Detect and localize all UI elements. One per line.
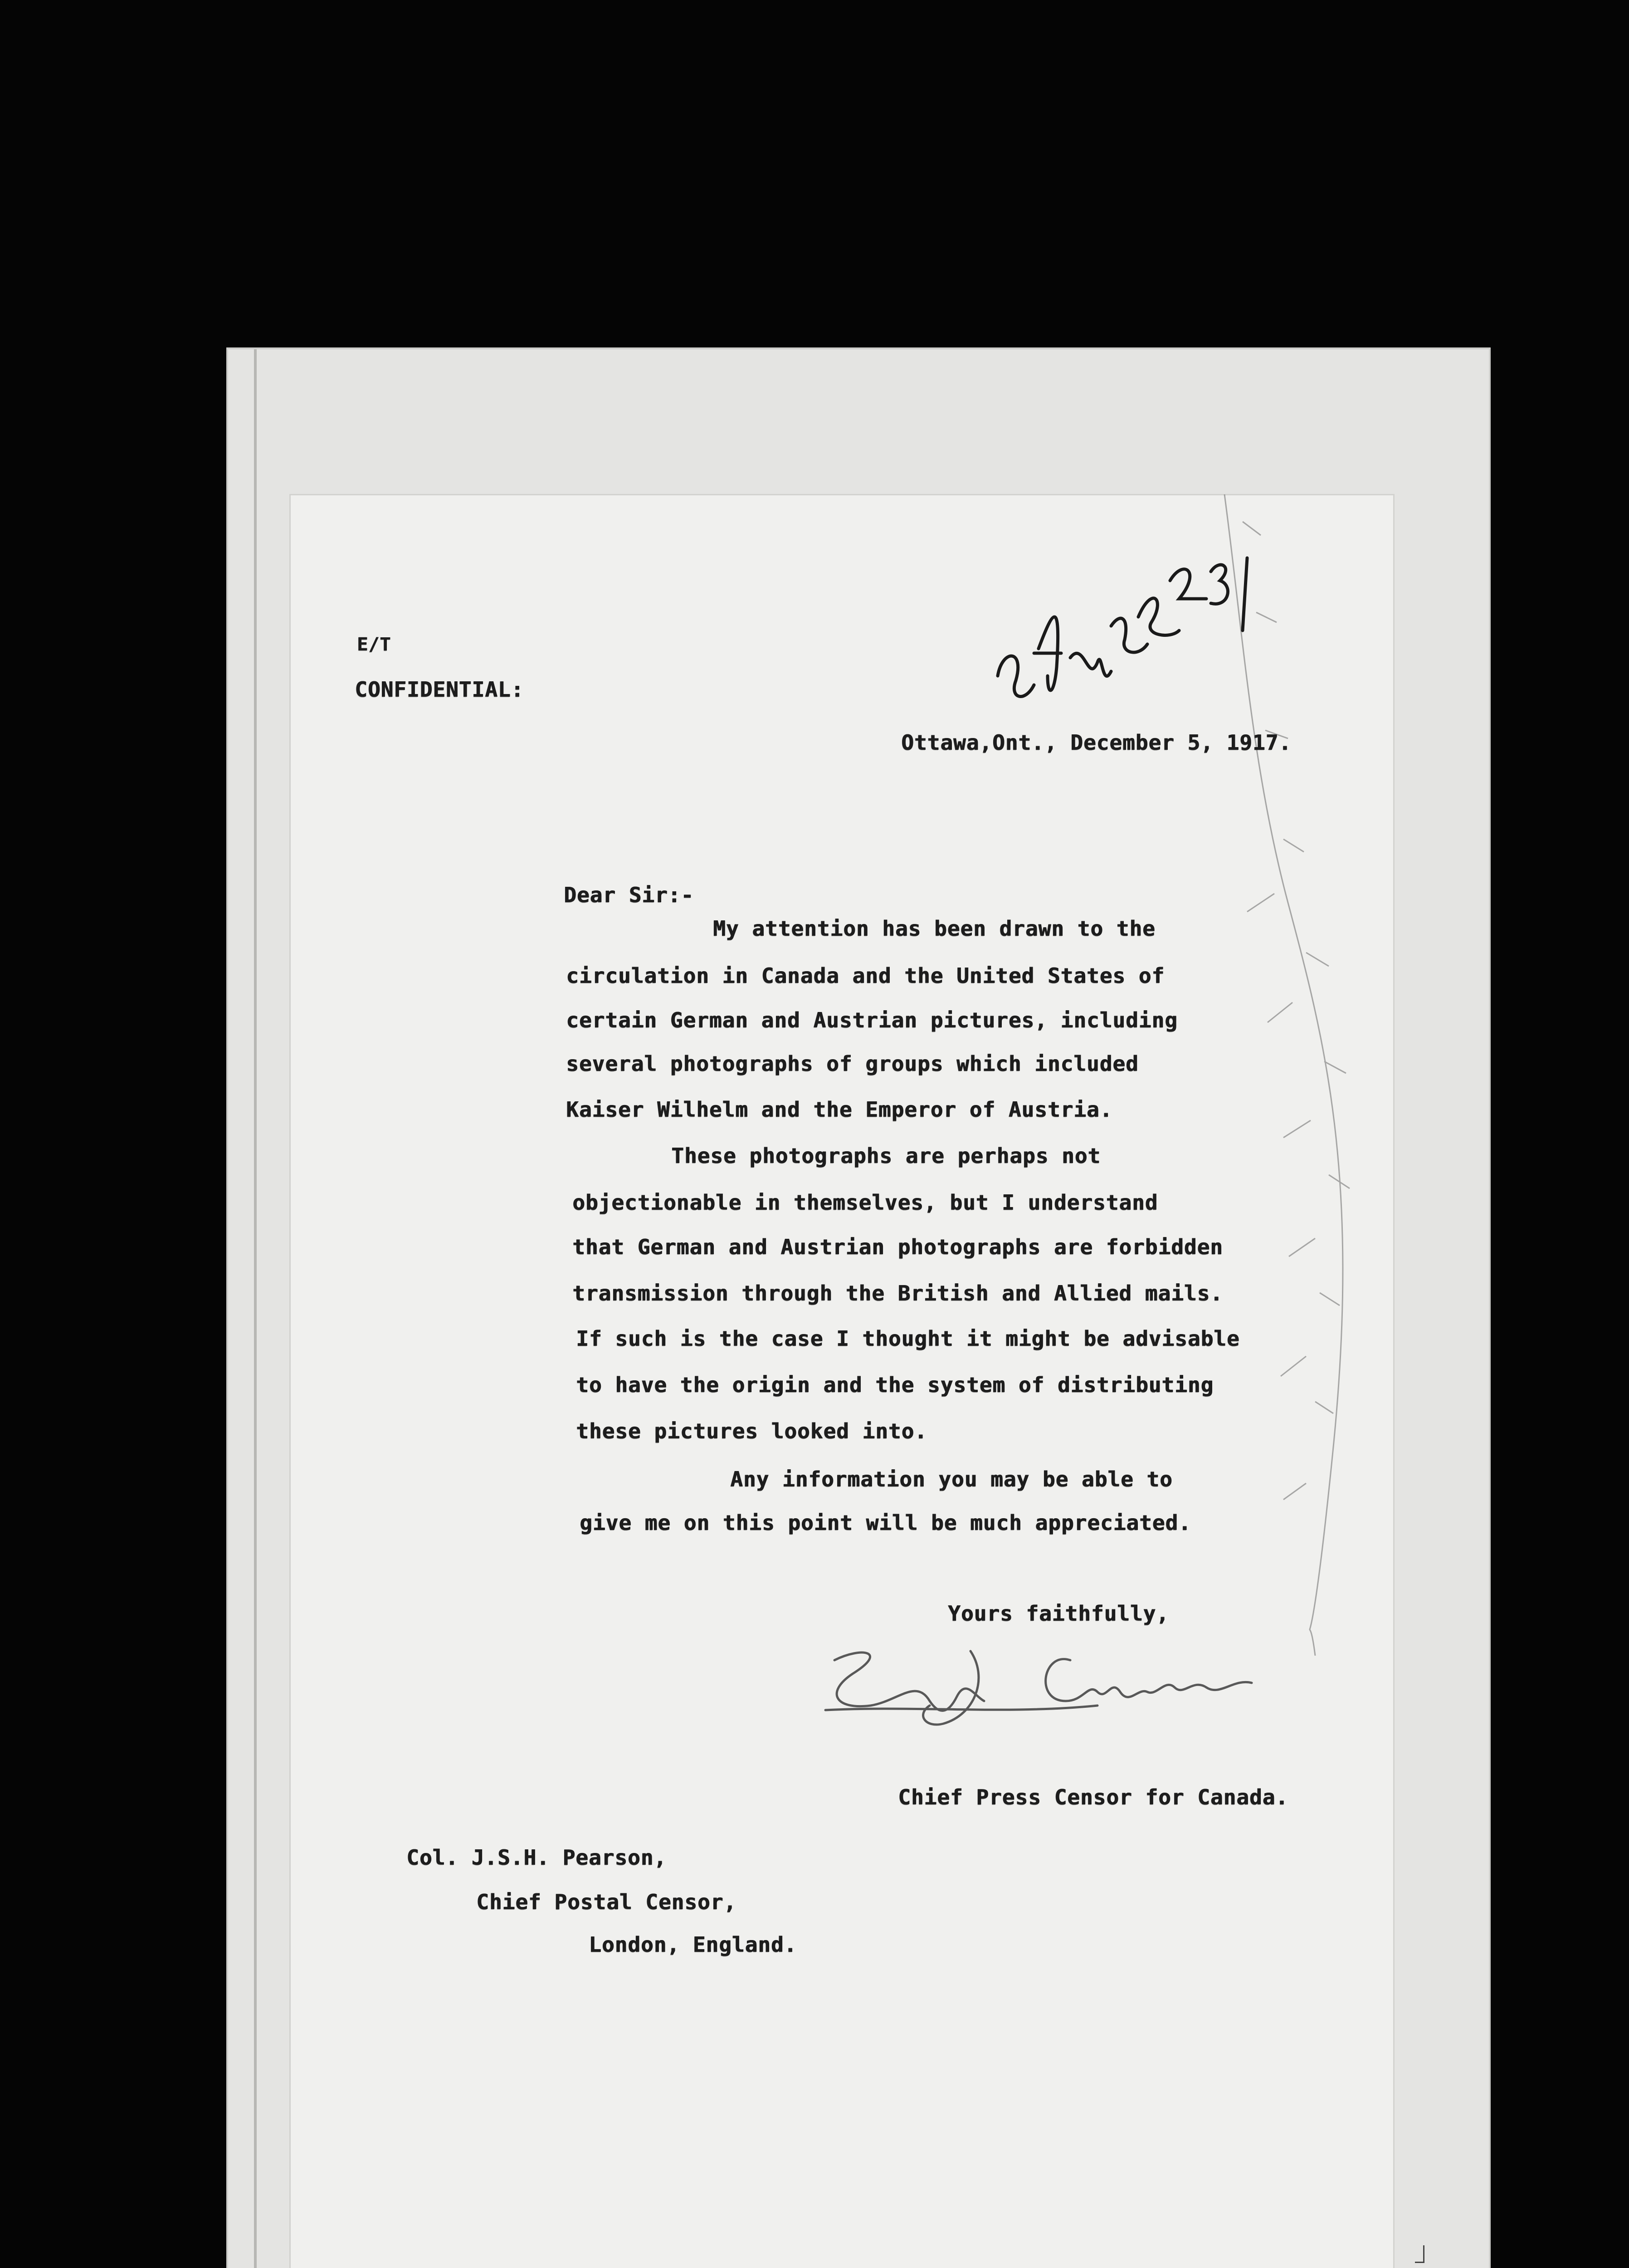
body-line: that German and Austrian photographs are forbidden [572,1235,1223,1259]
body-line: these pictures looked into. [576,1419,927,1443]
handwritten-file-note-mark [989,540,1270,712]
reference-initials: E/T [357,634,391,655]
crop-mark-bottom-right [1415,2245,1424,2263]
body-line: transmission through the British and Allied mails. [572,1281,1223,1305]
body-line: give me on this point will be much appreciated. [580,1510,1191,1535]
place-date-line: Ottawa,Ont., December 5, 1917. [901,730,1292,755]
confidential-label: CONFIDENTIAL: [355,677,524,702]
salutation: Dear Sir:- [564,883,694,907]
recipient-title: Chief Postal Censor, [476,1890,736,1914]
handwritten-file-note [989,540,1270,712]
recipient-location: London, England. [589,1932,797,1957]
closing: Yours faithfully, [948,1601,1169,1626]
signature-scribble [816,1633,1370,1742]
body-line: Any information you may be able to [730,1467,1173,1491]
body-line: My attention has been drawn to the [713,916,1156,941]
body-line: objectionable in themselves, but I understand [572,1190,1158,1215]
body-line: Kaiser Wilhelm and the Emperor of Austria. [566,1097,1113,1122]
body-line: circulation in Canada and the United States of [566,963,1165,988]
body-line: These photographs are perhaps not [671,1144,1101,1168]
recipient-name: Col. J.S.H. Pearson, [406,1845,667,1870]
signature [816,1633,1370,1742]
mount-edge-line [254,349,257,2268]
signer-title: Chief Press Censor for Canada. [898,1785,1288,1809]
body-line: to have the origin and the system of distributing [576,1373,1214,1397]
body-line: several photographs of groups which included [566,1051,1139,1076]
body-line: certain German and Austrian pictures, including [566,1008,1178,1032]
body-line: If such is the case I thought it might be advisable [576,1326,1240,1351]
